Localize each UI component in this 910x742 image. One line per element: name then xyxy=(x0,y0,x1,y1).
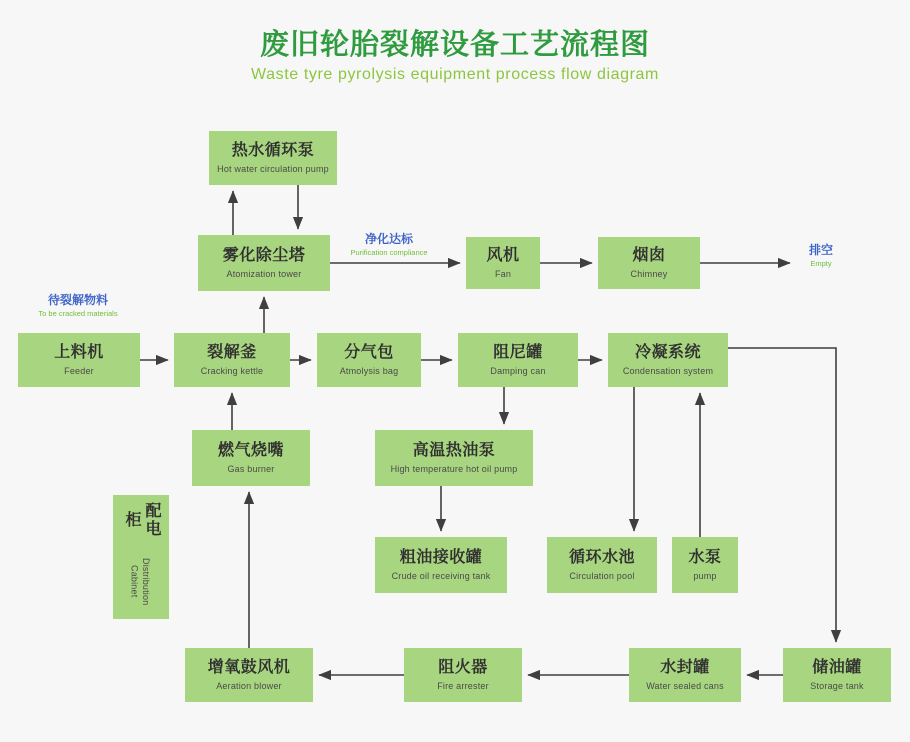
node-crude-oil-receiving-tank[interactable] xyxy=(375,537,507,593)
node-fire-arrester[interactable] xyxy=(404,648,522,702)
node-fan[interactable] xyxy=(466,237,540,289)
annotation-label-zh: 待裂解物料 xyxy=(47,293,108,307)
node-label-zh: 分气包 xyxy=(344,343,394,361)
node-damping-can[interactable] xyxy=(458,333,578,387)
node-label-en: Atomization tower xyxy=(226,268,302,279)
node-atomization-tower[interactable] xyxy=(198,235,330,291)
node-hot-oil-pump[interactable] xyxy=(375,430,533,486)
node-label-en: Chimney xyxy=(630,268,668,279)
node-label-en: Fire arrester xyxy=(437,680,489,691)
node-label-zh: 风机 xyxy=(486,246,520,264)
node-hot-water-pump[interactable] xyxy=(209,131,337,185)
annotation-label-en: To be cracked materials xyxy=(38,308,118,318)
node-aeration-blower[interactable] xyxy=(185,648,313,702)
node-storage-tank[interactable] xyxy=(783,648,891,702)
page-title-en: Waste tyre pyrolysis equipment process flow diagram xyxy=(251,66,659,83)
node-label-en: Storage tank xyxy=(810,680,864,691)
node-label-en: Circulation pool xyxy=(569,570,635,581)
node-distribution-cabinet[interactable] xyxy=(113,495,169,619)
node-label-zh: 冷凝系统 xyxy=(634,343,701,361)
node-label-zh: 裂解釜 xyxy=(207,343,257,361)
node-label-zh: 储油罐 xyxy=(812,658,862,676)
node-label-zh: 水泵 xyxy=(688,548,722,566)
annotation-label-en: Empty xyxy=(810,258,832,268)
node-label-en: Fan xyxy=(494,268,512,279)
node-gas-burner[interactable] xyxy=(192,430,310,486)
node-label-en: Aeration blower xyxy=(216,680,282,691)
node-label-zh: 燃气烧嘴 xyxy=(217,441,284,459)
node-label-zh: 烟囱 xyxy=(632,246,666,264)
annotation-purification-compliance xyxy=(337,232,441,257)
node-cracking-kettle[interactable] xyxy=(174,333,290,387)
node-label-en: Damping can xyxy=(490,365,546,376)
node-label-en: Feeder xyxy=(64,365,94,376)
node-label-zh: 阻尼罐 xyxy=(493,343,543,361)
node-chimney[interactable] xyxy=(598,237,700,289)
annotation-to-be-cracked-materials xyxy=(22,293,134,318)
node-label-en: Condensation system xyxy=(622,365,714,376)
node-label-zh: 增氧鼓风机 xyxy=(207,658,291,676)
annotation-label-en: Purification compliance xyxy=(350,247,428,257)
node-circulation-pool[interactable] xyxy=(547,537,657,593)
node-label-zh: 粗油接收罐 xyxy=(399,548,483,566)
node-feeder[interactable] xyxy=(18,333,140,387)
node-label-en: High temperature hot oil pump xyxy=(390,463,518,474)
node-water-pump[interactable] xyxy=(672,537,738,593)
node-label-en: Distribution Cabinet xyxy=(129,557,151,606)
node-atmolysis-bag[interactable] xyxy=(317,333,421,387)
node-label-zh: 热水循环泵 xyxy=(231,141,315,159)
node-label-en: Atmolysis bag xyxy=(339,365,399,376)
node-condensation-system[interactable] xyxy=(608,333,728,387)
node-label-en: pump xyxy=(693,570,717,581)
annotation-empty xyxy=(792,243,850,268)
node-label-zh: 高温热油泵 xyxy=(412,441,496,459)
node-label-zh: 雾化除尘塔 xyxy=(222,246,306,264)
node-label-zh: 配电柜 xyxy=(123,501,160,538)
annotation-label-zh: 排空 xyxy=(808,243,833,257)
node-label-zh: 循环水池 xyxy=(568,548,635,566)
node-water-sealed-cans[interactable] xyxy=(629,648,741,702)
annotation-label-zh: 净化达标 xyxy=(364,232,413,246)
node-label-en: Water sealed cans xyxy=(646,680,724,691)
node-label-zh: 水封罐 xyxy=(660,658,710,676)
node-label-en: Cracking kettle xyxy=(200,365,264,376)
node-label-zh: 上料机 xyxy=(54,343,104,361)
node-label-zh: 阻火器 xyxy=(438,658,488,676)
node-label-en: Gas burner xyxy=(227,463,275,474)
node-label-en: Hot water circulation pump xyxy=(217,163,329,174)
node-label-en: Crude oil receiving tank xyxy=(391,570,491,581)
page-title-zh: 废旧轮胎裂解设备工艺流程图 xyxy=(259,29,650,61)
